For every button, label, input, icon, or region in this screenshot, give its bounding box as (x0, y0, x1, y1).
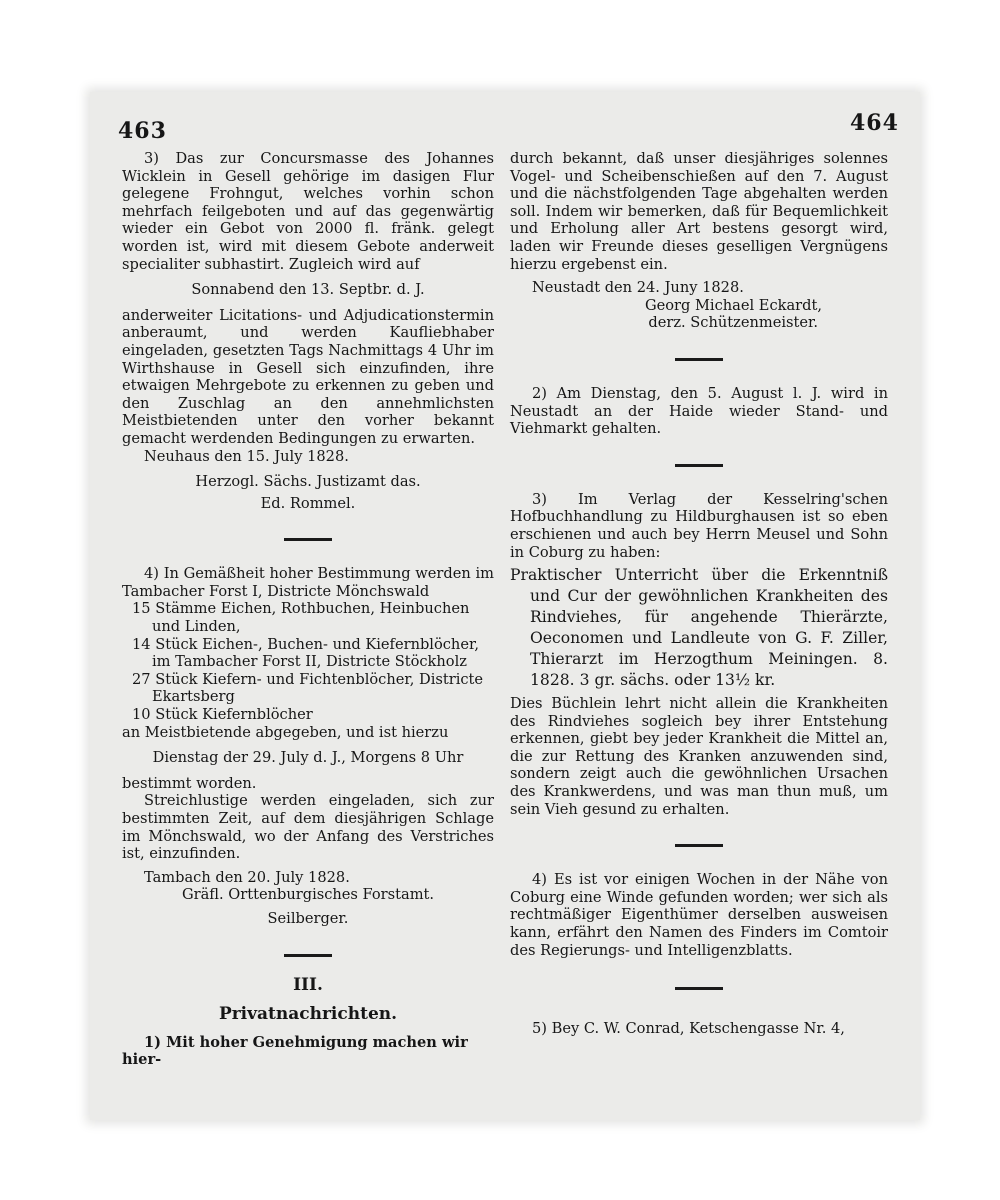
notice-4-found-item: 4) Es ist vor einigen Wochen in der Nähe von Coburg eine Winde gefunden worden; wer sich als rechtmäßiger Eigenthümer derselben ausweisen kann, erfährt den Namen des Finders im Comtoir des Regierungs- und Intelligenzblatts. (510, 871, 888, 959)
notice-3-intro: 3) Im Verlag der Kesselring'schen Hofbuchhandlung zu Hildburghausen ist so eben erschienen und auch bey Herrn Meusel und Sohn in Coburg zu haben: (510, 490, 888, 561)
right-column (510, 150, 888, 1038)
notice-1-role: derz. Schützenmeister. (648, 314, 818, 332)
section-title: Privatnachrichten. (218, 1004, 398, 1025)
separator-rule (675, 844, 723, 847)
notice-4-intro: 4) In Gemäßheit hoher Bestimmung werden im Tambacher Forst I, Districte Mönchswald (122, 565, 494, 600)
separator-rule (675, 358, 723, 361)
notice-4-body2: Streichlustige werden eingeladen, sich zur bestimmten Zeit, auf dem diesjährigen Schlage im Mönchswald, wo der Anfang des Verstriches ist, einzufinden. (122, 792, 494, 863)
notice-5-start: 5) Bey C. W. Conrad, Ketschengasse Nr. 4, (532, 1020, 845, 1038)
page-number-right: 464 (850, 110, 899, 136)
notice-4-line: an Meistbietende abgegeben, und ist hierzu (122, 723, 449, 741)
notice-3-book-title: Praktischer Unterricht über die Erkenntniß und Cur der gewöhnlichen Krankheiten des Rindviehes, für angehende Thierärzte, Oeconomen und Landleute von G. F. Ziller, Thierarzt im Herzogthum Meiningen. 8. 1828. 3 gr. sächs. oder 13½ kr. (510, 566, 888, 690)
notice-3-description: Dies Büchlein lehrt nicht allein die Krankheiten des Rindviehes sogleich bey ihrer Entstehung erkennen, giebt bey jeder Krankheit die Mittel an, die zur Rettung des Kranken anzuwenden sind, sondern zeigt auch die gewöhnlichen Ursachen des Krankwerdens, und was man thun muß, um sein Vieh gesund zu erhalten. (510, 695, 888, 818)
separator-rule (284, 954, 332, 957)
notice-1-place: Neustadt den 24. Juny 1828. (532, 279, 744, 297)
notice-4-item: 14 Stück Eichen-, Buchen- und Kiefernblöcher, im Tambacher Forst II, Districte Stöckholz (132, 635, 479, 671)
notice-1-signer: Georg Michael Eckardt, (644, 296, 822, 314)
notice-3-body2: anderweiter Licitations- und Adjudicationstermin anberaumt, und werden Kaufliebhaber eingeladen, gesetzten Tags Nachmittags 4 Uhr im Wirthshause in Gesell sich einzufinden, ihre etwaigen Mehrgebote zu erkennen zu geben und den Zuschlag an den annehmlichsten Meistbietenden unter den vorher bekannt gemacht werdenden Bedingungen zu erwarten. (122, 306, 494, 447)
notice-4-item: 27 Stück Kiefern- und Fichtenblöcher, Districte Ekartsberg (132, 670, 484, 706)
notice-4-office: Gräfl. Orttenburgisches Forstamt. (181, 886, 435, 904)
left-column (122, 150, 494, 1069)
notice-3-date: Sonnabend den 13. Septbr. d. J. (191, 281, 425, 299)
notice-4-body: bestimmt worden. (122, 774, 257, 792)
notice-3-office: Herzogl. Sächs. Justizamt das. (195, 473, 421, 491)
notice-3-body: 3) Das zur Concursmasse des Johannes Wicklein in Gesell gehörige im dasigen Flur gelegene Frohngut, welches vorhin schon mehrfach feilgeboten und auf das gegenwärtig wieder ein Gebot von 2000 fl. fränk. gelegt worden ist, wird mit diesem Gebote anderweit specialiter subhastirt. Zugleich wird auf (122, 150, 494, 273)
notice-2: 2) Am Dienstag, den 5. August l. J. wird in Neustadt an der Haide wieder Stand- und Viehmarkt gehalten. (510, 384, 888, 438)
private-notice-1-start: 1) Mit hoher Genehmigung machen wir hier- (122, 1033, 468, 1069)
notice-4-date: Dienstag der 29. July d. J., Morgens 8 Uhr (152, 749, 464, 767)
notice-1-continued: durch bekannt, daß unser diesjähriges solennes Vogel- und Scheibenschießen auf den 7. August und die nächstfolgenden Tage abgehalten werden soll. Indem wir bemerken, daß für Bequemlichkeit und Erholung aller Art bestens gesorgt wird, laden wir Freunde dieses geselligen Vergnügens hierzu ergebenst ein. (510, 150, 888, 273)
notice-4-signer: Seilberger. (267, 909, 349, 927)
notice-4-item: 15 Stämme Eichen, Rothbuchen, Heinbuchen und Linden, (132, 600, 470, 636)
section-number: III. (293, 974, 323, 995)
separator-rule (675, 464, 723, 467)
page-number-left: 463 (118, 118, 167, 144)
notice-3-signer: Ed. Rommel. (260, 494, 356, 512)
separator-rule (675, 987, 723, 990)
notice-4-item: 10 Stück Kiefernblöcher (132, 706, 313, 724)
separator-rule (284, 538, 332, 541)
notice-4-place: Tambach den 20. July 1828. (144, 868, 350, 886)
notice-3-place: Neuhaus den 15. July 1828. (144, 447, 349, 465)
